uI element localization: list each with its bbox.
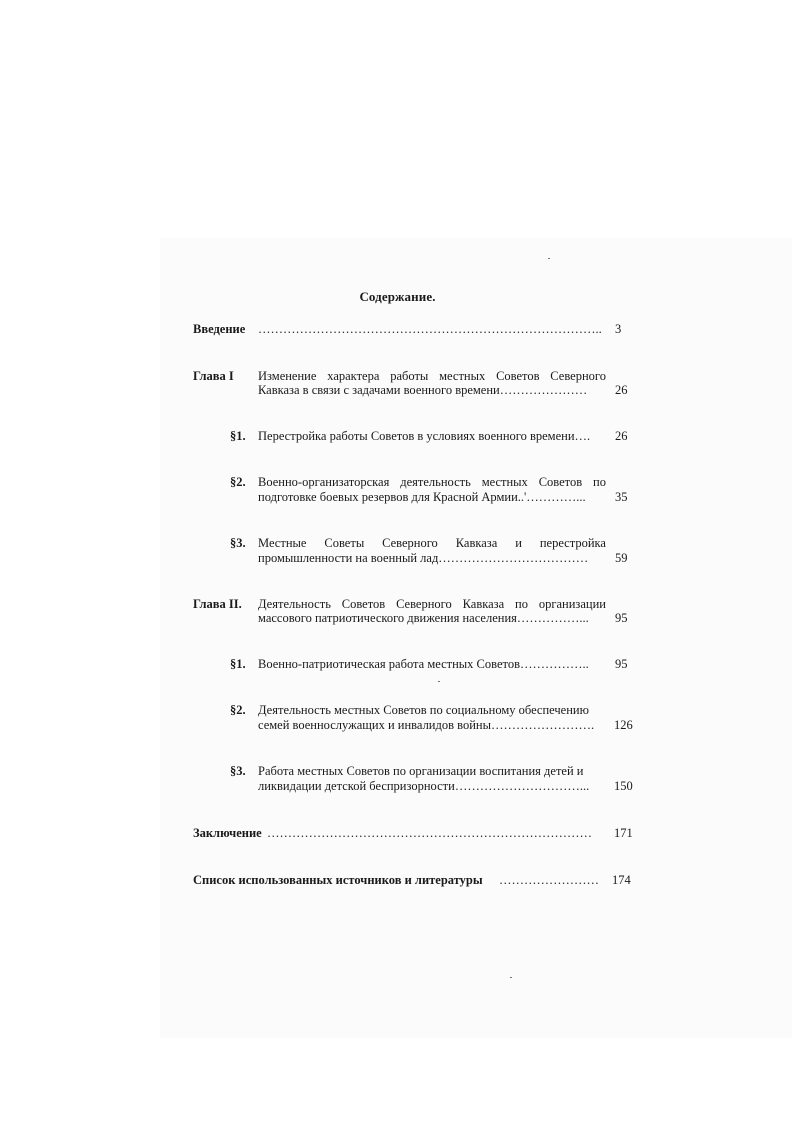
conclusion-label: Заключение (193, 826, 262, 840)
s13-title-line1: Местные Советы Северного Кавказа и перестройка (258, 536, 606, 550)
ch1-page: 26 (615, 383, 628, 397)
s11-page: 26 (615, 429, 628, 443)
ch2-label: Глава II. (193, 597, 242, 611)
s11-title: Перестройка работы Советов в условиях военного времени…. (258, 429, 591, 443)
s12-title-line2: подготовке боевых резервов для Красной Армии..'…………... (258, 490, 586, 504)
conclusion-page: 171 (614, 826, 633, 840)
scanned-page-area (160, 238, 792, 1038)
s13-page: 59 (615, 551, 628, 565)
s22-title-line2: семей военнослужащих и инвалидов войны……………………. (258, 718, 595, 732)
sources-page: 174 (612, 873, 631, 887)
sources-label: Список использованных источников и литературы (193, 873, 483, 887)
sources-dots: …………………… (499, 873, 599, 887)
intro-dots: ……………………………………………………………………….. (258, 322, 602, 336)
ch1-label: Глава I (193, 369, 234, 383)
intro-page: 3 (615, 322, 622, 336)
s22-page: 126 (614, 718, 633, 732)
ch2-title-line1: Деятельность Советов Северного Кавказа по организации (258, 597, 606, 611)
s23-label: §3. (230, 764, 246, 778)
intro-label: Введение (193, 322, 246, 336)
toc-title: Содержание. (359, 289, 436, 304)
s12-label: §2. (230, 475, 246, 489)
s23-page: 150 (614, 779, 633, 793)
scan-speck (438, 681, 440, 682)
s21-title: Военно-патриотическая работа местных Советов…………….. (258, 657, 589, 671)
s13-title-line2: промышленности на военный лад……………………………… (258, 551, 589, 565)
ch1-title-line1: Изменение характера работы местных Советов Северного (258, 369, 606, 383)
scan-speck (548, 258, 550, 259)
s13-label: §3. (230, 536, 246, 550)
s22-title-line1: Деятельность местных Советов по социальному обеспечению (258, 703, 589, 717)
s12-title-line1: Военно-организаторская деятельность местных Советов по (258, 475, 606, 489)
s22-label: §2. (230, 703, 246, 717)
s21-page: 95 (615, 657, 628, 671)
ch2-page: 95 (615, 611, 628, 625)
scan-speck (510, 977, 512, 978)
s23-title-line2: ликвидации детской беспризорности…………………………... (258, 779, 590, 793)
s11-label: §1. (230, 429, 246, 443)
ch1-title-line2: Кавказа в связи с задачами военного времени………………… (258, 383, 588, 397)
s23-title-line1: Работа местных Советов по организации воспитания детей и (258, 764, 584, 778)
ch2-title-line2: массового патриотического движения населения……………... (258, 611, 589, 625)
s21-label: §1. (230, 657, 246, 671)
s12-page: 35 (615, 490, 628, 504)
conclusion-dots: …………………………………………………………………… (267, 826, 592, 840)
